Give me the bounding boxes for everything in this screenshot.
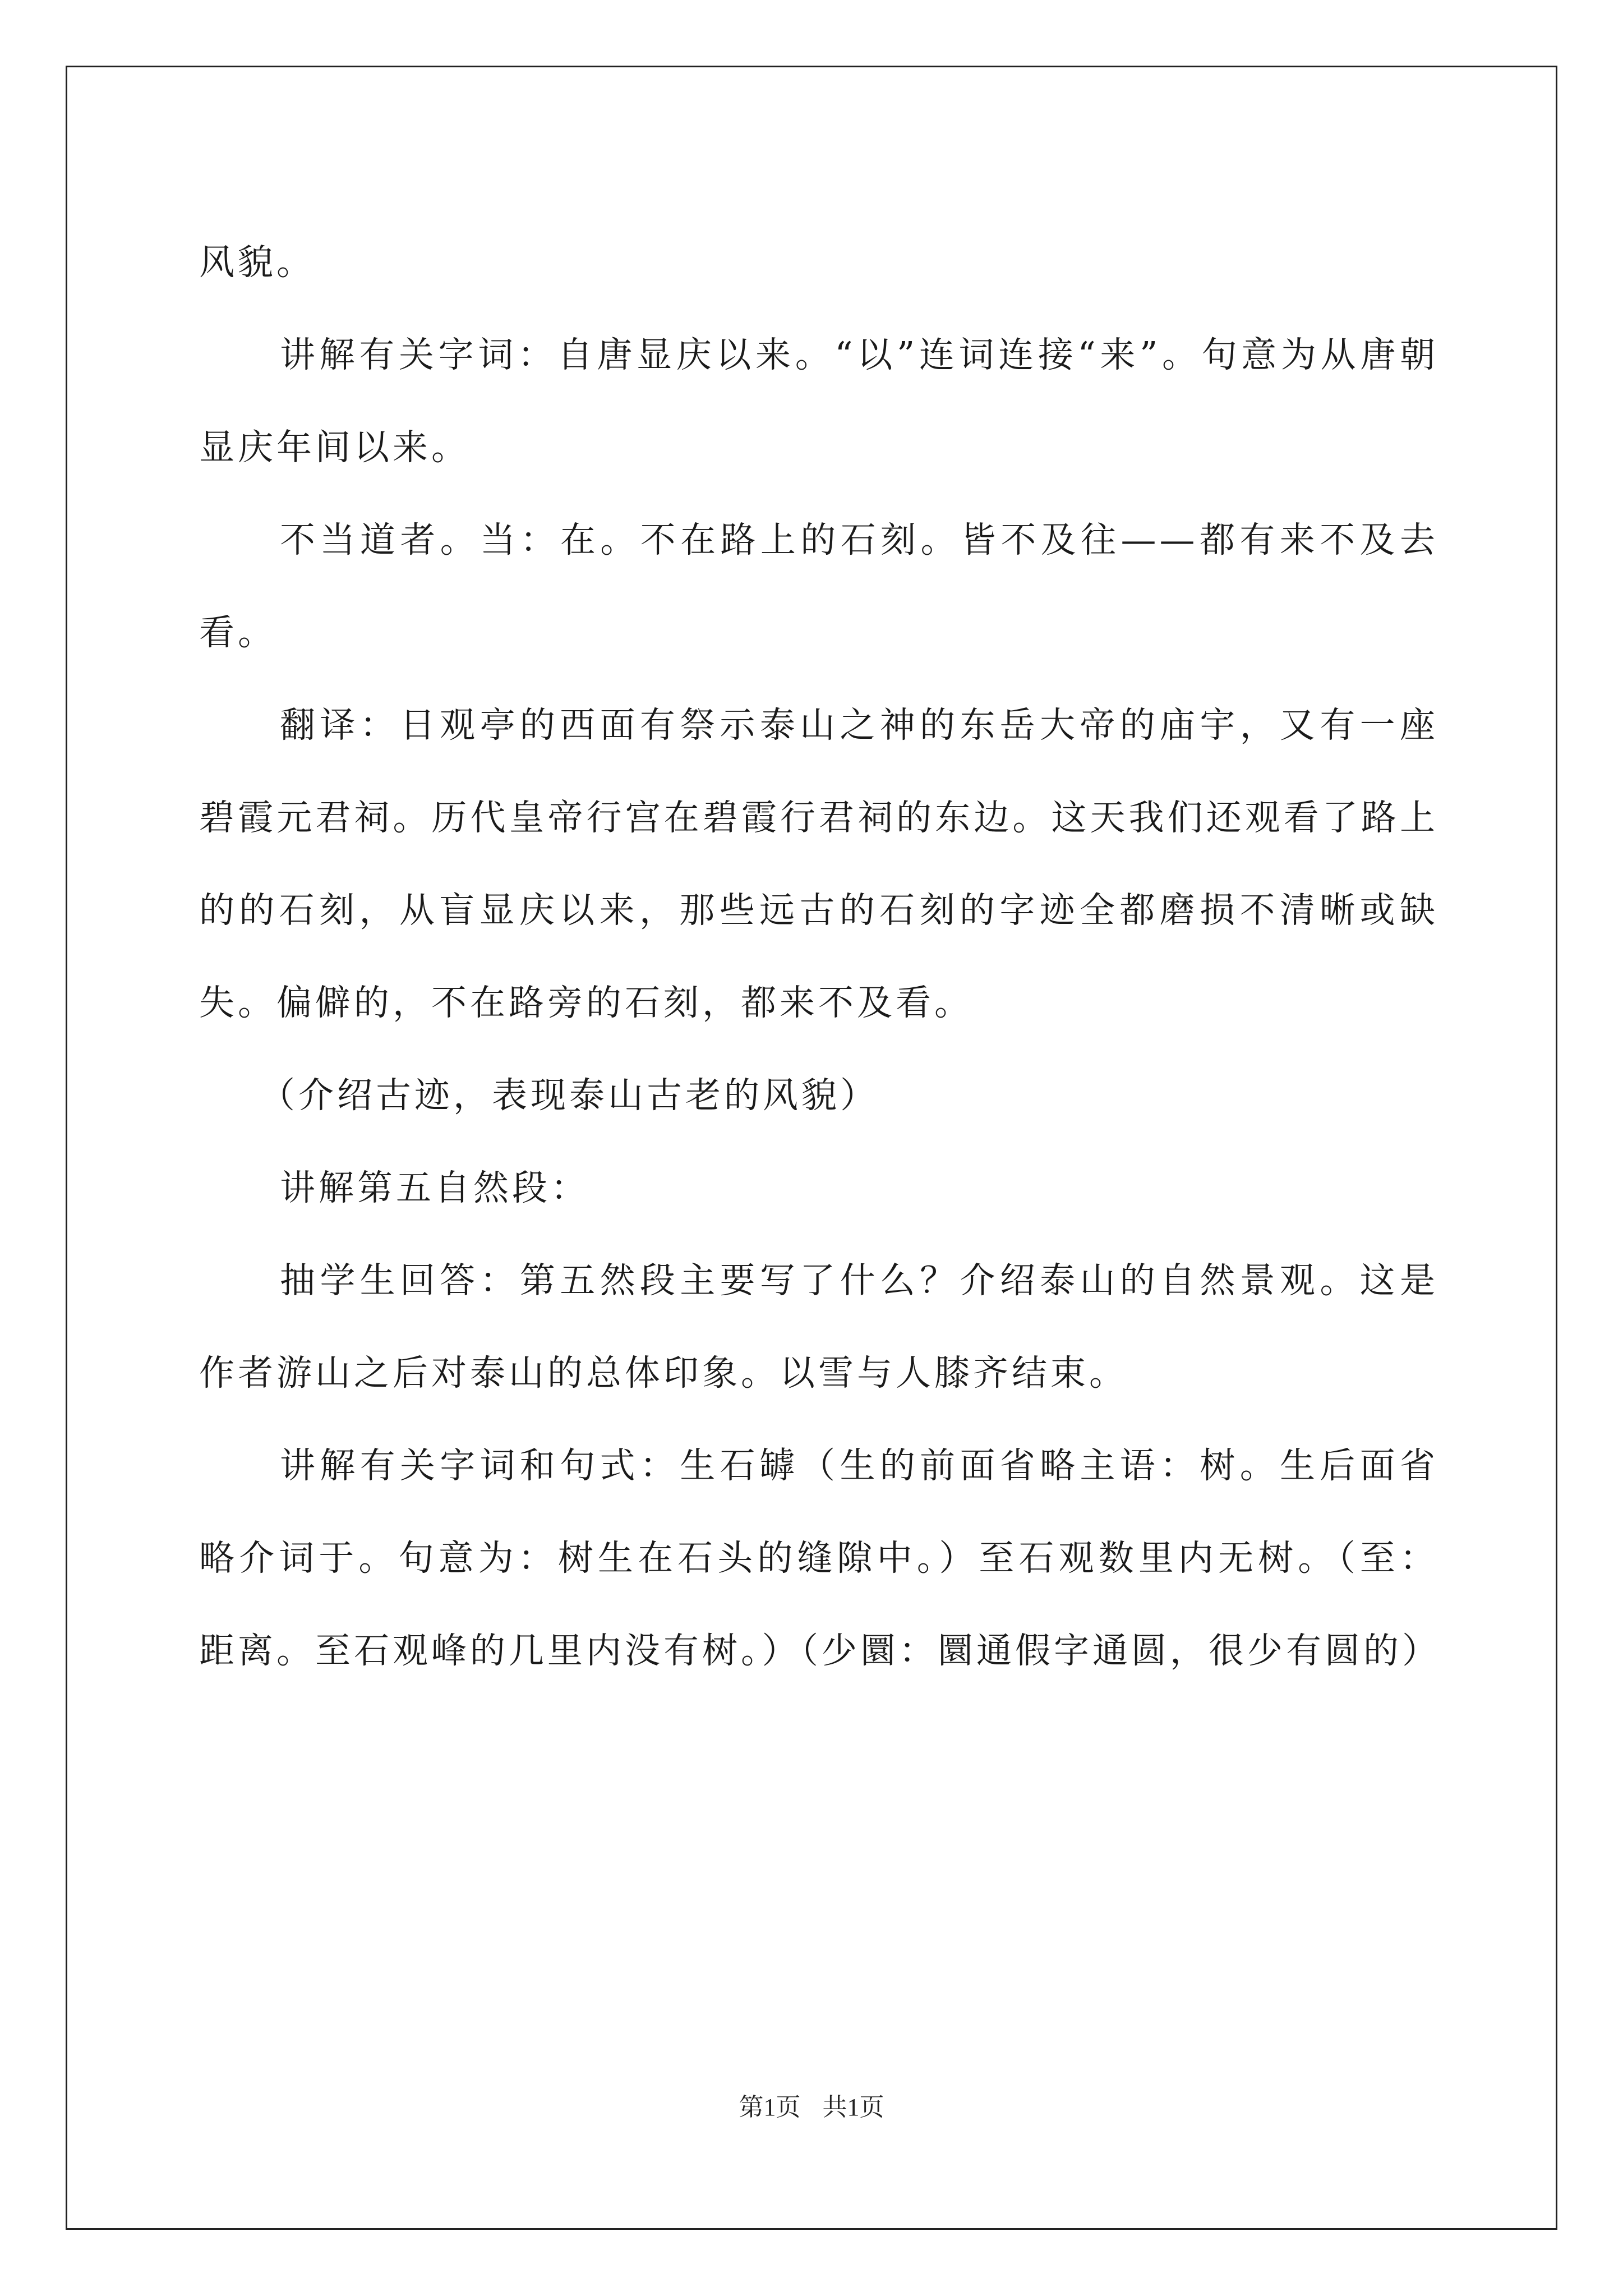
paragraph-4: 翻译：日观亭的西面有祭示泰山之神的东岳大帝的庙宇，又有一座碧霞元君祠。历代皇帝行宫在碧霞行君祠的东边。这天我们还观看了路上的的石刻，从盲显庆以来，那些远古的石刻的字迹全都磨损不清晰或缺失。偏僻的，不在路旁的石刻，都来不及看。 xyxy=(199,705,1438,1023)
paragraph-3: 不当道者。当：在。不在路上的石刻。皆不及往——都有来不及去看。 xyxy=(199,519,1438,653)
paragraph-7: 抽学生回答：第五然段主要写了什么？介绍泰山的自然景观。这是作者游山之后对泰山的总体印象。以雪与人膝齐结束。 xyxy=(199,1260,1438,1393)
paragraph-6: 讲解第五自然段： xyxy=(280,1167,589,1208)
page-total: 共1页 xyxy=(822,2093,884,2121)
paragraph-1: 风貌。 xyxy=(199,242,315,283)
paragraph-2: 讲解有关字词：自唐显庆以来。“以”连词连接“来”。句意为从唐朝显庆年间以来。 xyxy=(199,334,1438,468)
document-body xyxy=(199,216,1441,1697)
page-footer xyxy=(0,2087,1623,2123)
paragraph-5: （介绍古迹，表现泰山古老的风貌） xyxy=(260,1075,879,1116)
page-number: 第1页 xyxy=(739,2093,801,2121)
paragraph-8: 讲解有关字词和句式：生石罅（生的前面省略主语：树。生后面省略介词于。句意为：树生在石头的缝隙中。）至石观数里内无树。（至：距离。至石观峰的几里内没有树。）（少圜：圜通假字通圆，很少有圆的） xyxy=(199,1445,1441,1671)
